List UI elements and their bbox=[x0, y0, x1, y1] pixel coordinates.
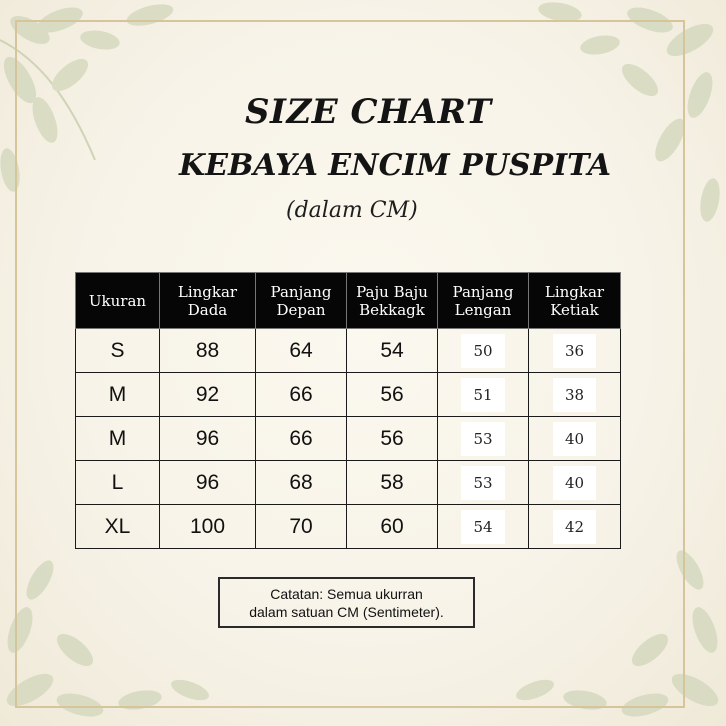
header-panjang-depan bbox=[256, 273, 347, 329]
note-box bbox=[218, 577, 475, 628]
header-line: Ukuran bbox=[88, 291, 147, 310]
handwritten-value: 53 bbox=[461, 466, 504, 500]
table-row bbox=[76, 505, 621, 549]
handwritten-value: 51 bbox=[461, 378, 504, 412]
table-cell bbox=[529, 329, 621, 373]
table-cell: 64 bbox=[256, 329, 347, 373]
note-line: dalam satuan CM (Sentimeter). bbox=[249, 603, 444, 620]
product-name: KEBAYA ENCIM PUSPITA bbox=[179, 148, 612, 183]
table-cell bbox=[438, 505, 529, 549]
table-cell bbox=[529, 505, 621, 549]
table-cell: 68 bbox=[256, 461, 347, 505]
header-ukuran bbox=[76, 273, 160, 329]
header-line: Lingkar bbox=[177, 282, 238, 301]
table-cell bbox=[438, 329, 529, 373]
size-cell: S bbox=[76, 329, 160, 373]
handwritten-value: 40 bbox=[553, 422, 596, 456]
table-cell: 56 bbox=[347, 417, 438, 461]
table-row bbox=[76, 373, 621, 417]
handwritten-value: 40 bbox=[553, 466, 596, 500]
header-line: Paju Baju bbox=[356, 282, 428, 301]
size-table bbox=[75, 272, 621, 549]
table-cell: 100 bbox=[160, 505, 256, 549]
header-line: Dada bbox=[187, 300, 228, 319]
table-cell: 54 bbox=[347, 329, 438, 373]
table-cell bbox=[529, 373, 621, 417]
chart-title: SIZE CHART bbox=[245, 92, 492, 132]
header-line: Depan bbox=[276, 300, 326, 319]
table-cell: 60 bbox=[347, 505, 438, 549]
size-cell: M bbox=[76, 373, 160, 417]
table-row bbox=[76, 329, 621, 373]
table-cell: 66 bbox=[256, 373, 347, 417]
table-cell: 92 bbox=[160, 373, 256, 417]
note-line: Catatan: Semua ukurran bbox=[270, 585, 423, 602]
table-cell: 58 bbox=[347, 461, 438, 505]
table-cell: 88 bbox=[160, 329, 256, 373]
handwritten-value: 54 bbox=[461, 510, 504, 544]
header-line: Panjang bbox=[452, 282, 514, 301]
table-cell: 70 bbox=[256, 505, 347, 549]
header-line: Ketiak bbox=[550, 300, 599, 319]
handwritten-value: 53 bbox=[461, 422, 504, 456]
size-cell: L bbox=[76, 461, 160, 505]
size-cell: XL bbox=[76, 505, 160, 549]
header-lingkar-dada bbox=[160, 273, 256, 329]
table-cell bbox=[529, 461, 621, 505]
handwritten-value: 42 bbox=[553, 510, 596, 544]
table-cell bbox=[438, 373, 529, 417]
unit-caption: (dalam CM) bbox=[286, 198, 418, 223]
table-cell: 66 bbox=[256, 417, 347, 461]
header-line: Lengan bbox=[454, 300, 512, 319]
size-cell: M bbox=[76, 417, 160, 461]
table-row bbox=[76, 461, 621, 505]
header-line: Bekkagk bbox=[359, 300, 425, 319]
table-header-row bbox=[76, 273, 621, 329]
header-panjang-lengan bbox=[438, 273, 529, 329]
table-cell bbox=[529, 417, 621, 461]
table-cell bbox=[438, 417, 529, 461]
handwritten-value: 38 bbox=[553, 378, 596, 412]
header-line: Panjang bbox=[270, 282, 332, 301]
table-cell bbox=[438, 461, 529, 505]
table-cell: 96 bbox=[160, 461, 256, 505]
header-line: Lingkar bbox=[544, 282, 605, 301]
table-cell: 96 bbox=[160, 417, 256, 461]
handwritten-value: 50 bbox=[461, 334, 504, 368]
header-paju-baju bbox=[347, 273, 438, 329]
table-cell: 56 bbox=[347, 373, 438, 417]
handwritten-value: 36 bbox=[553, 334, 596, 368]
header-lingkar-ketiak bbox=[529, 273, 621, 329]
table-row bbox=[76, 417, 621, 461]
